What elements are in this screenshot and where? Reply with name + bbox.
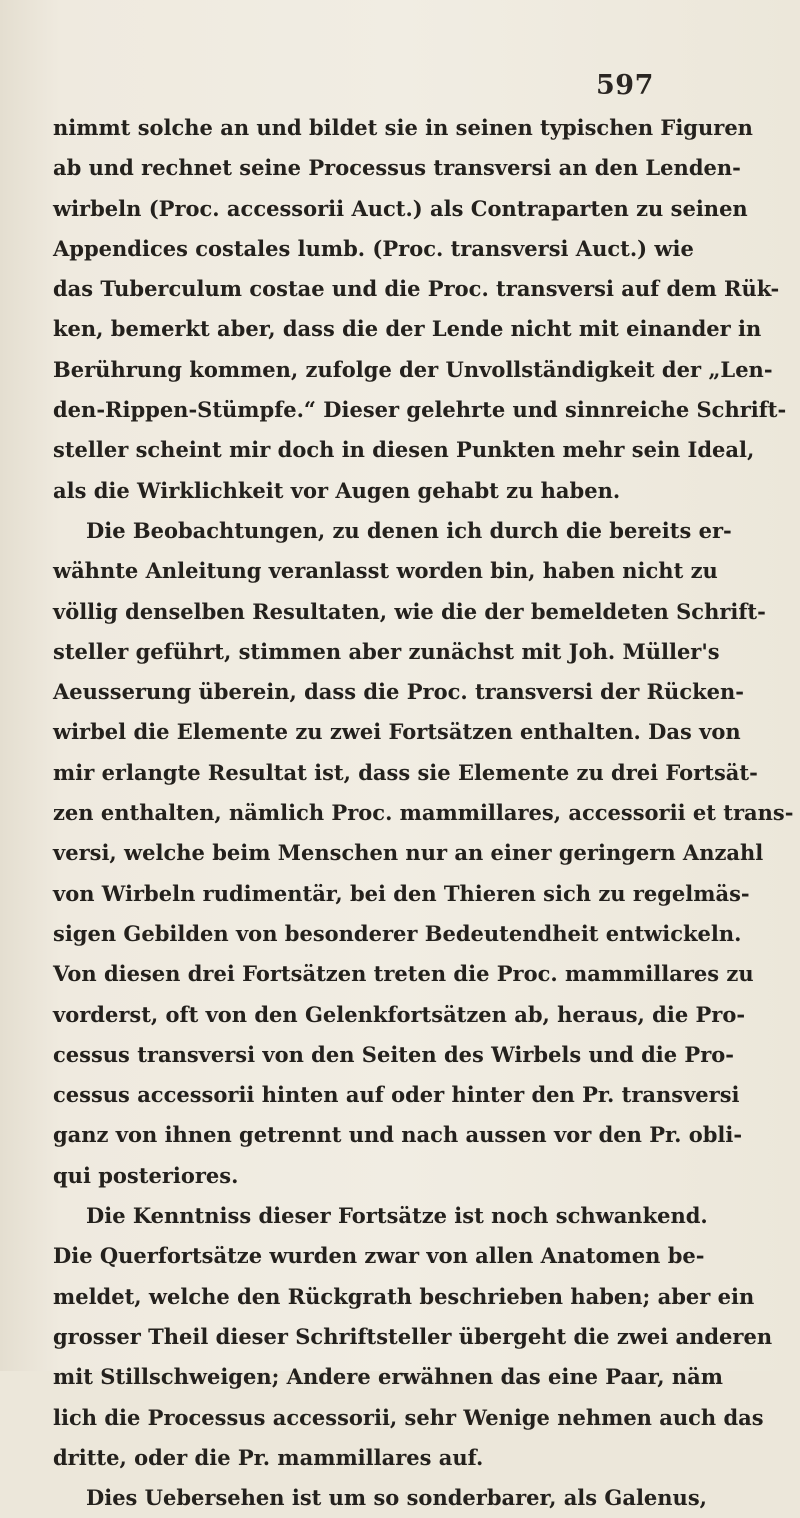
text-line: mit Stillschweigen; Andere erwähnen das eine Paar, näm (53, 1364, 724, 1390)
text-line: das Tuberculum costae und die Proc. transversi auf dem Rük- (53, 276, 780, 302)
text-line: versi, welche beim Menschen nur an einer geringern Anzahl (53, 840, 764, 866)
text-line: steller geführt, stimmen aber zunächst mit Joh. Müller's (53, 638, 720, 664)
text-line: cessus transversi von den Seiten des Wirbels und die Pro- (53, 1041, 734, 1067)
text-line: Von diesen drei Fortsätzen treten die Proc. mammillares zu (53, 961, 754, 987)
text-line: vorderst, oft von den Gelenkfortsätzen ab, heraus, die Pro- (53, 1001, 746, 1027)
paragraph-start-line: Dies Uebersehen ist um so sonderbarer, als Galenus, (86, 1485, 707, 1511)
text-line: Appendices costales lumb. (Proc. transversi Auct.) wie (53, 235, 694, 261)
text-line: sigen Gebilden von besonderer Bedeutendheit entwickeln. (53, 920, 742, 946)
text-line: cessus accessorii hinten auf oder hinter den Pr. transversi (53, 1082, 740, 1108)
text-line: mir erlangte Resultat ist, dass sie Elemente zu drei Fortsät- (53, 759, 758, 785)
text-line: völlig denselben Resultaten, wie die der bemeldeten Schrift- (53, 598, 766, 624)
text-line: wirbel die Elemente zu zwei Fortsätzen enthalten. Das von (53, 719, 741, 745)
text-line: ganz von ihnen getrennt und nach aussen vor den Pr. obli- (53, 1122, 743, 1148)
text-line: wirbeln (Proc. accessorii Auct.) als Contraparten zu seinen (53, 195, 748, 221)
text-line: qui posteriores. (53, 1162, 239, 1188)
text-line: Berührung kommen, zufolge der Unvollständigkeit der „Len- (53, 356, 773, 382)
text-line: grosser Theil dieser Schriftsteller übergeht die zwei anderen (53, 1323, 773, 1349)
text-line: dritte, oder die Pr. mammillares auf. (53, 1444, 484, 1470)
text-line: ab und rechnet seine Processus transversi an den Lenden- (53, 155, 741, 181)
body-text (53, 108, 794, 1518)
text-line: von Wirbeln rudimentär, bei den Thieren sich zu regelmäs- (53, 880, 750, 906)
text-line: wähnte Anleitung veranlasst worden bin, haben nicht zu (53, 558, 718, 584)
text-line: den-Rippen-Stümpfe.“ Dieser gelehrte und sinnreiche Schrift- (53, 397, 787, 423)
paragraph-start-line: Die Beobachtungen, zu denen ich durch die bereits er- (86, 517, 732, 543)
text-line: ken, bemerkt aber, dass die der Lende nicht mit einander in (53, 316, 762, 342)
text-line: zen enthalten, nämlich Proc. mammillares, accessorii et trans- (53, 800, 794, 826)
text-line: lich die Processus accessorii, sehr Wenige nehmen auch das (53, 1404, 764, 1430)
text-line: meldet, welche den Rückgrath beschrieben haben; aber ein (53, 1283, 755, 1309)
text-line: Aeusserung überein, dass die Proc. transversi der Rücken- (53, 679, 745, 705)
text-line: nimmt solche an und bildet sie in seinen typischen Figuren (53, 115, 753, 140)
text-line: Die Querfortsätze wurden zwar von allen Anatomen be- (53, 1243, 705, 1269)
text-line: steller scheint mir doch in diesen Punkten mehr sein Ideal, (53, 437, 755, 463)
paragraph-start-line: Die Kenntniss dieser Fortsätze ist noch schwankend. (86, 1203, 708, 1229)
page-number: 597 (596, 70, 654, 101)
text-line: als die Wirklichkeit vor Augen gehabt zu haben. (53, 477, 621, 503)
